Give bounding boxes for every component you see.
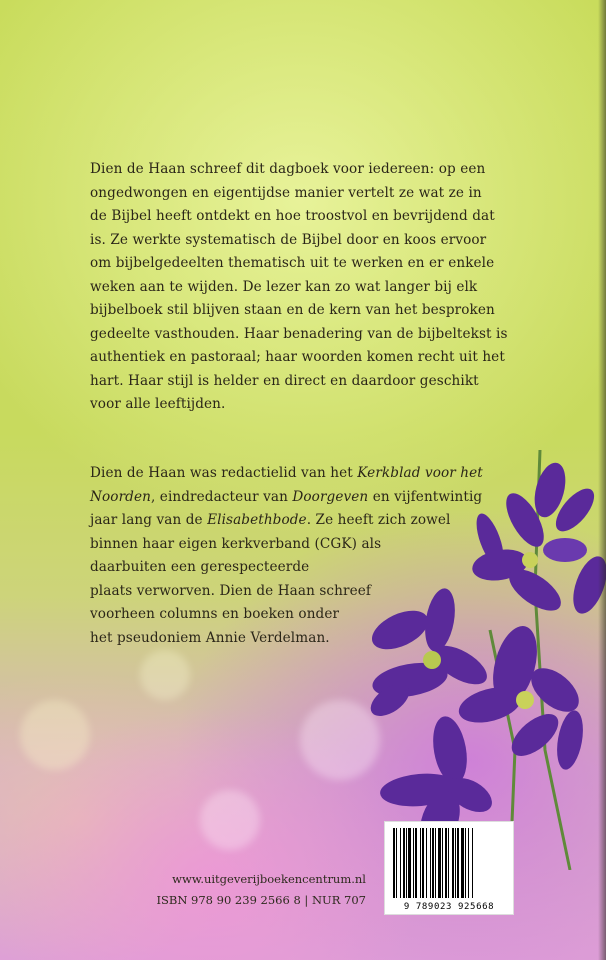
text-segment: jaar lang van de: [90, 512, 208, 528]
text-line: [90, 462, 510, 486]
text-line: bijbelboek stil blijven staan en de kern van het besproken: [90, 302, 495, 318]
barcode-bar: [396, 828, 397, 898]
barcode-bar: [400, 828, 401, 898]
text-line: voorheen columns en boeken onder: [90, 606, 340, 622]
barcode-bar: [420, 828, 421, 898]
text-line: weken aan te wijden. De lezer kan zo wat langer bij elk: [90, 278, 478, 295]
barcode-bar: [430, 828, 431, 898]
text-segment: . Ze heeft zich zowel: [306, 512, 451, 528]
barcode-bar: [457, 828, 459, 898]
text-line: ongedwongen en eigentijdse manier vertelt ze wat ze in: [90, 184, 482, 201]
spine-shadow: [598, 0, 606, 960]
publication-title: Kerkblad voor het: [357, 465, 483, 481]
barcode-bar: [403, 828, 405, 898]
publication-title: Elisabethbode: [207, 512, 307, 528]
barcode-bar: [442, 828, 443, 898]
barcode-bar: [461, 828, 464, 898]
text-line: binnen haar eigen kerkverband (CGK) als: [90, 535, 382, 552]
barcode-bar: [406, 828, 407, 898]
publication-title: Doorgeven: [292, 488, 369, 505]
publication-title: Noorden: [90, 488, 151, 505]
barcode-bar: [455, 828, 456, 898]
isbn-barcode: [384, 821, 514, 915]
barcode-digits: 9 789023 925668: [403, 902, 495, 912]
barcode-bar: [432, 828, 434, 898]
barcode-bar: [415, 828, 417, 898]
bokeh-light: [20, 700, 90, 770]
text-line: daarbuiten een gerespecteerde: [90, 559, 310, 575]
text-line: gedeelte vasthouden. Haar benadering van de bijbeltekst is: [90, 325, 508, 342]
barcode-bars-icon: [393, 828, 505, 898]
barcode-bar: [422, 828, 424, 898]
barcode-bar: [393, 828, 395, 898]
bokeh-light: [200, 790, 260, 850]
barcode-bar: [452, 828, 454, 898]
text-line: plaats verworven. Dien de Haan schreef: [90, 582, 372, 599]
barcode-bar: [448, 828, 449, 898]
barcode-bar: [445, 828, 447, 898]
isbn-line: ISBN 978 90 239 2566 8 | NUR 707: [156, 893, 366, 907]
text-line: is. Ze werkte systematisch de Bijbel door en koos ervoor: [90, 231, 487, 248]
text-segment: en vijfentwintig: [368, 488, 483, 505]
text-line: om bijbelgedeelten thematisch uit te werken en er enkele: [90, 255, 495, 271]
text-line: de Bijbel heeft ontdekt en hoe troostvol en bevrijdend dat: [90, 208, 495, 224]
text-segment: Dien de Haan was redactielid van het: [90, 465, 358, 481]
text-line: [90, 509, 510, 533]
text-line: [90, 486, 510, 510]
barcode-bar: [468, 828, 469, 898]
text-line: het pseudoniem Annie Verdelman.: [90, 629, 330, 646]
barcode-bar: [413, 828, 414, 898]
description-paragraph: [90, 158, 510, 417]
barcode-bar: [438, 828, 441, 898]
author-bio-paragraph: [90, 462, 510, 650]
barcode-bar: [435, 828, 436, 898]
text-line: Dien de Haan schreef dit dagboek voor iedereen: op een: [90, 161, 486, 177]
barcode-bar: [408, 828, 411, 898]
text-segment: , eindredacteur van: [150, 488, 293, 505]
text-line: hart. Haar stijl is helder en direct en daardoor geschikt: [90, 372, 479, 389]
barcode-bar: [426, 828, 427, 898]
publisher-website: www.uitgeverijboekencentrum.nl: [172, 872, 366, 886]
text-line: authentiek en pastoraal; haar woorden komen recht uit het: [90, 349, 505, 365]
text-line: voor alle leeftijden.: [90, 396, 226, 412]
barcode-bar: [472, 828, 473, 898]
bokeh-light: [140, 650, 190, 700]
barcode-bar: [465, 828, 466, 898]
